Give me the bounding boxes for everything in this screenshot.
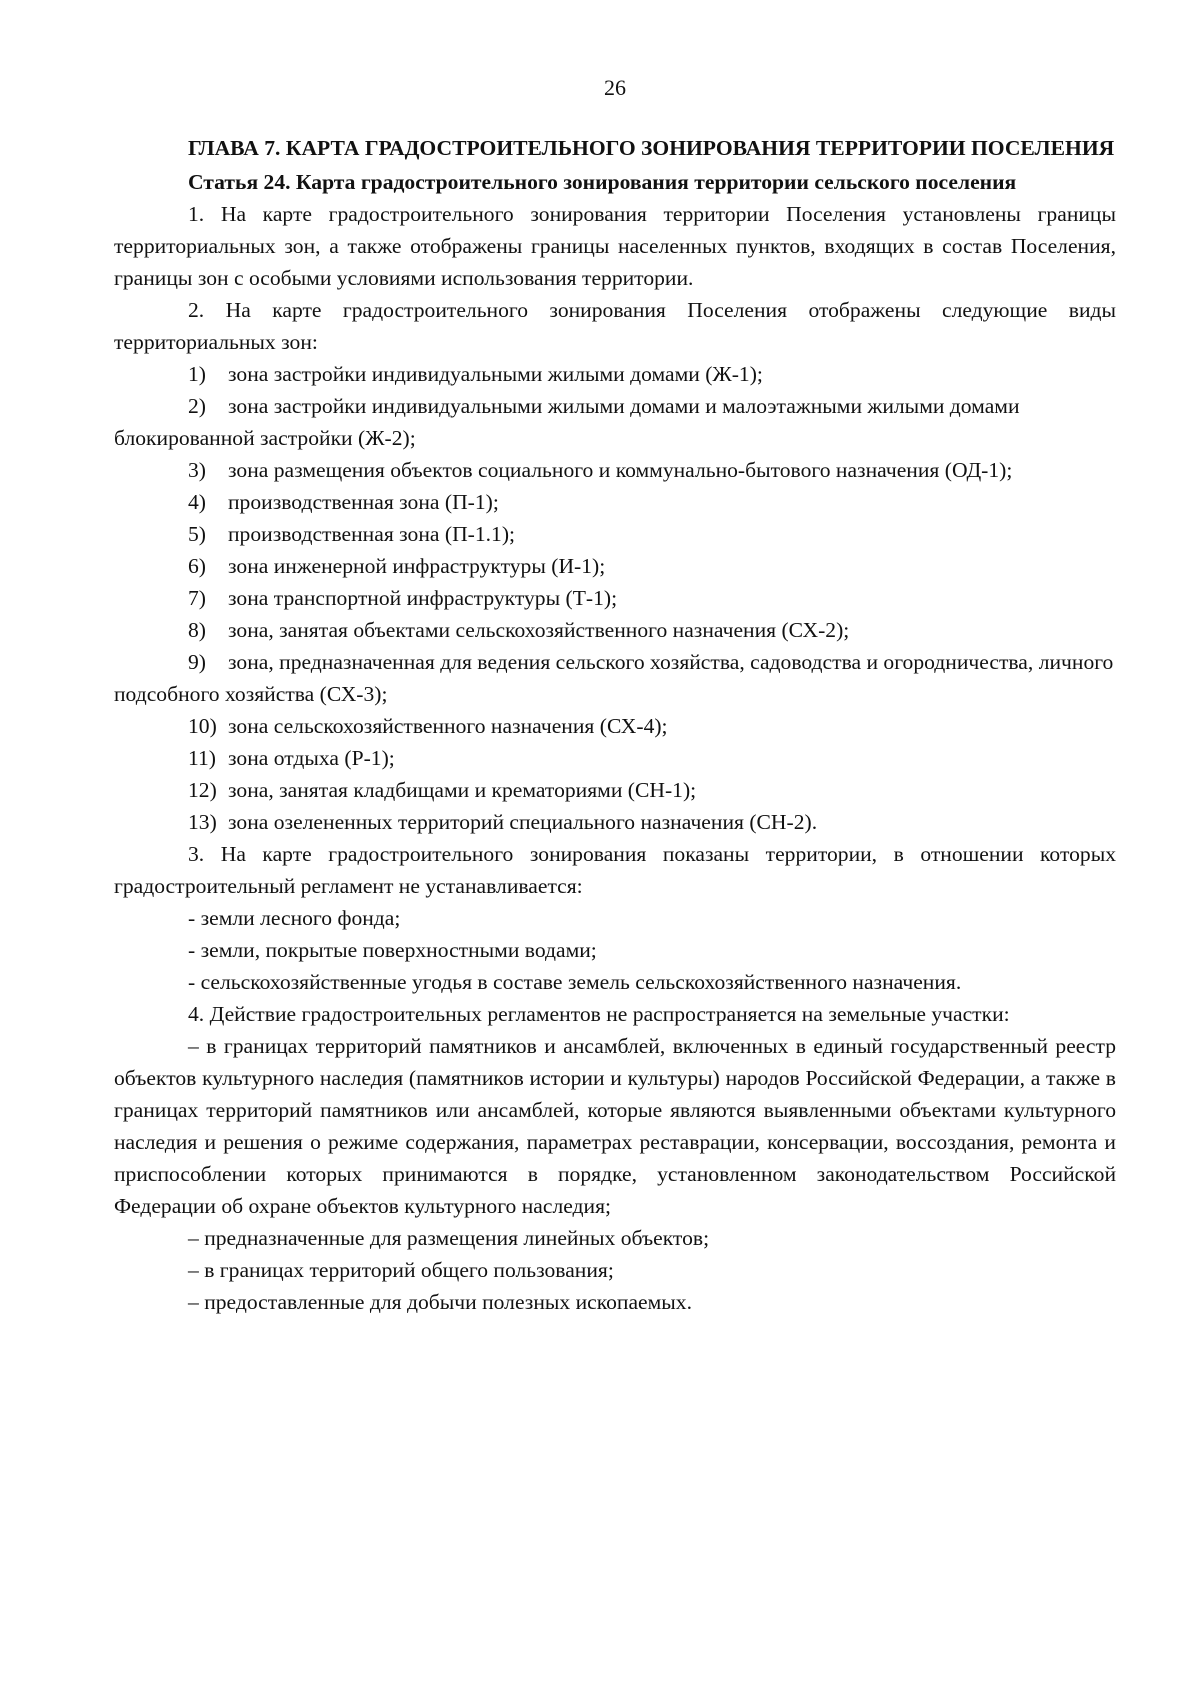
list-item (114, 454, 1116, 486)
list-item (114, 646, 1116, 710)
no-regulation-item: - сельскохозяйственные угодья в составе земель сельскохозяйственного назначения. (188, 970, 962, 994)
zones-list (114, 358, 1116, 838)
list-item (114, 774, 1116, 806)
list-item-number: 5) (188, 522, 206, 546)
paragraph-2: 2. На карте градостроительного зонирования Поселения отображены следующие виды территориальных зон: (114, 298, 1116, 354)
list-item-number: 12) (188, 778, 217, 802)
list-item (114, 550, 1116, 582)
list-item (114, 486, 1116, 518)
list-item-number: 7) (188, 586, 206, 610)
list-item (114, 582, 1116, 614)
list-item-text: зона транспортной инфраструктуры (Т-1); (228, 586, 618, 610)
document-body (114, 132, 1116, 1318)
paragraph-4: 4. Действие градостроительных регламентов не распространяется на земельные участки: (188, 1002, 1010, 1026)
list-item-number: 13) (188, 810, 217, 834)
list-item-text: зона размещения объектов социального и коммунально-бытового назначения (ОД-1); (228, 458, 1013, 482)
list-item (114, 518, 1116, 550)
list-item-text: зона отдыха (Р-1); (228, 746, 395, 770)
list-item-number: 11) (188, 746, 216, 770)
exception-item: – в границах территорий памятников и ансамблей, включенных в единый государственный реестр объектов культурного наследия (памятников истории и культуры) народов Российской Федерации, а также в границах территорий памятников или ансамблей, которые являются выявленными объектами культурного наследия и решения о режиме содержания, параметрах реставрации, консервации, воссоздания, ремонта и приспособлении которых принимаются в порядке, установленном законодательством Российской Федерации об охране объектов культурного наследия; (114, 1034, 1116, 1218)
exception-item: – предназначенные для размещения линейных объектов; (188, 1226, 710, 1250)
list-item-number: 6) (188, 554, 206, 578)
list-item-number: 8) (188, 618, 206, 642)
chapter-title: ГЛАВА 7. КАРТА ГРАДОСТРОИТЕЛЬНОГО ЗОНИРОВАНИЯ ТЕРРИТОРИИ ПОСЕЛЕНИЯ (188, 136, 1115, 160)
list-item (114, 806, 1116, 838)
list-item-text: зона, предназначенная для ведения сельского хозяйства, садоводства и огородничества, личного подсобного хозяйства (СХ-3); (114, 650, 1114, 706)
exception-item: – в границах территорий общего пользования; (188, 1258, 614, 1282)
list-item-text: зона сельскохозяйственного назначения (СХ-4); (228, 714, 668, 738)
list-item-number: 10) (188, 714, 217, 738)
list-item-number: 4) (188, 490, 206, 514)
list-item-text: зона инженерной инфраструктуры (И-1); (228, 554, 606, 578)
exception-item: – предоставленные для добычи полезных ископаемых. (188, 1290, 693, 1314)
page-number: 26 (604, 75, 626, 100)
list-item (114, 710, 1116, 742)
no-regulation-item: - земли, покрытые поверхностными водами; (188, 938, 597, 962)
paragraph-1: 1. На карте градостроительного зонирования территории Поселения установлены границы территориальных зон, а также отображены границы населенных пунктов, входящих в состав Поселения, границы зон с особыми условиями использования территории. (114, 202, 1116, 290)
list-item (114, 614, 1116, 646)
list-item (114, 358, 1116, 390)
list-item-text: зона, занятая кладбищами и крематориями (СН-1); (228, 778, 697, 802)
list-item-text: производственная зона (П-1); (228, 490, 499, 514)
list-item-number: 9) (188, 650, 206, 674)
list-item (114, 742, 1116, 774)
no-regulation-item: - земли лесного фонда; (188, 906, 401, 930)
list-item-number: 2) (188, 394, 206, 418)
article-title: Статья 24. Карта градостроительного зонирования территории сельского поселения (188, 170, 1017, 194)
list-item-number: 1) (188, 362, 206, 386)
list-item-text: производственная зона (П-1.1); (228, 522, 516, 546)
list-item-number: 3) (188, 458, 206, 482)
list-item-text: зона застройки индивидуальными жилыми домами (Ж-1); (228, 362, 763, 386)
list-item-text: зона озелененных территорий специального назначения (СН-2). (228, 810, 818, 834)
list-item (114, 390, 1116, 454)
list-item-text: зона застройки индивидуальными жилыми домами и малоэтажными жилыми домами блокированной застройки (Ж-2); (114, 394, 1020, 450)
paragraph-3: 3. На карте градостроительного зонирования показаны территории, в отношении которых градостроительный регламент не устанавливается: (114, 842, 1116, 898)
list-item-text: зона, занятая объектами сельскохозяйственного назначения (СХ-2); (228, 618, 850, 642)
